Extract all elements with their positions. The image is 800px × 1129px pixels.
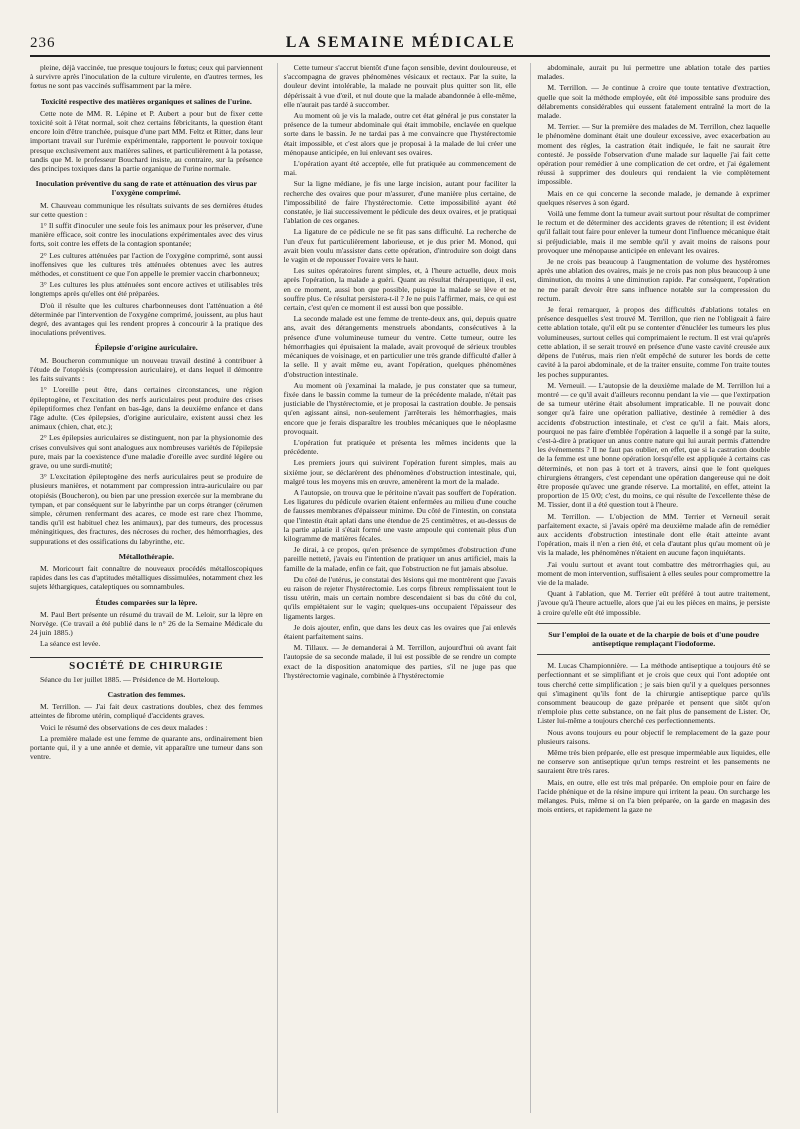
paragraph: M. Terrillon. — L'objection de MM. Terrier et Verneuil serait parfaitement exacte, si j'avais opéré ma deuxième malade afin de remédier aux accidents d'obstruction intestinale dont elle était atteinte avant l'opération, mais il n'en a rien été, et cela d'autant plus qu'au moment où je vis la malade, les phénomènes n'étaient en aucune façon inquiétants. — [537, 511, 771, 558]
paragraph: 3° L'excitation épileptogène des nerfs auriculaires peut se produire de plusieurs manières, et notamment par compression intra-auriculaire ou par otopiésis (Boucheron), ou bien par une pression exercée sur la membrane du tympan, et par conséquent sur le labyrinthe par un corps étranger (cérumen simple, cérumen renfermant des acares, ce mode est rare chez l'homme, tandis qu'il est habituel chez les animaux), par des tumeurs, des processus méningitiques, des fractures, des nécroses du rocher, des hémorrhagies, des suppurations et des ossifications du labyrinthe, etc. — [30, 472, 263, 546]
section-heading: Études comparées sur la lèpre. — [95, 597, 198, 607]
paragraph: La première malade est une femme de quarante ans, ordinairement bien portante qui, il y a une année et demie, vit apparaître une tumeur dans son ventre. — [30, 733, 263, 762]
paragraph: D'où il résulte que les cultures charbonneuses dont l'atténuation a été déterminée par l'intervention de l'oxygène comprimé, jouissent, au plus haut degré, des avantages qui les rendent propres à concourir à la pratique des inoculations préventives. — [30, 300, 263, 338]
paragraph: 1° Il suffit d'inoculer une seule fois les animaux pour les préserver, d'une manière efficace, soit contre les inoculations expérimentales avec des virus forts, soit contre les effets de la contagion spontanée; — [30, 221, 263, 249]
column-3 — [530, 63, 770, 1113]
paragraph: M. Terrillon. — Je continue à croire que toute tentative d'extraction, quelle que soit la méthode employée, eût été impossible sans produire des délabrements considérables qui eussent fatalement entraîné la mort de la malade. — [537, 83, 771, 121]
paragraph: Mais en ce qui concerne la seconde malade, je demande à exprimer quelques réserves à son égard. — [537, 188, 771, 207]
paragraph: Je ne crois pas beaucoup à l'augmentation de volume des hystéromes après une ablation des ovaires, mais je ne crois pas non plus beaucoup à une diminution, du moins à une diminution rapide. Par conséquent, l'opération ne me paraît devoir être sans influence notable sur la compression du rectum. — [537, 257, 771, 303]
paragraph: Même très bien préparée, elle est presque imperméable aux liquides, elle ne conserve son antiseptique qu'un temps restreint et les pansements ne sauraient être très rares. — [537, 748, 771, 776]
paragraph: pleine, déjà vaccinée, tue presque toujours le fœtus; ceux qui parviennent à survivre après l'inoculation de la culture virulente, en d'autres termes, les fœtus ne sont pas vaccinés suffisamment par la mère. — [30, 63, 263, 91]
paragraph: Les suites opératoires furent simples, et, à l'heure actuelle, deux mois après l'opération, la malade a guéri. Quant au résultat thérapeutique, il est, en ce moment, aussi bon que possible, puisque la malade se lève et ne souffre plus. Ce résultat persistera-t-il ? Je ne puis l'affirmer, mais, ce qui est certain, c'est qu'en ce moment il est aussi bon que possible. — [283, 266, 517, 313]
page-number: 236 — [30, 35, 56, 51]
paragraph: Je dirai, à ce propos, qu'en présence de symptômes d'obstruction d'une pareille netteté, j'avais eu l'intention de pratiquer un anus artificiel, mais la famille de la malade, enfin ce fait, que l'obstruction ne fut jamais absolue. — [283, 545, 517, 573]
journal-title: LA SEMAINE MÉDICALE — [285, 34, 516, 51]
section-heading: Épilepsie d'origine auriculaire. — [94, 343, 198, 353]
paragraph: Sur la ligne médiane, je fis une large incision, autant pour faciliter la recherche des ovaires que pour m'assurer, d'une manière plus certaine, de l'impossibilité de faire l'hystérectomie. Cette impossibilité ayant été constatée, je liai successivement le pédicule des deux ovaires, et je pratiquai l'ablation de ces organes. — [283, 179, 517, 226]
paragraph: 2° Les cultures atténuées par l'action de l'oxygène comprimé, sont aussi inoffensives que les cultures très atténuées obtenues avec les autres méthodes, et constituent ce que l'on appelle le premier vaccin charbonneux; — [30, 250, 263, 279]
column-1 — [30, 63, 263, 1113]
paragraph: L'opération fut pratiquée et présenta les mêmes incidents que la précédente. — [283, 437, 517, 457]
paragraph: Mais, en outre, elle est très mal préparée. On emploie pour en faire de l'acide phénique et de la résine impure qui irritent la peau. On surcharge les mélanges. Puis, même si on l'a bien préparée, on la garde en magasin des mois entiers, et rapidement la gaze ne — [537, 777, 771, 815]
paragraph: A l'autopsie, on trouva que le péritoine n'avait pas souffert de l'opération. Les ligatures du pédicule ovarien étaient enfermées au milieu d'une couche de fausses membranes d'épaisseur minime. Du côté de l'intestin, on constata que l'intestin était aplati dans une étendue de 25 centimètres, et au-dessus de la partie aplatie il s'était formé une vaste ampoule qui contenait plus d'un kilogramme de matières fécales. — [283, 487, 517, 543]
paragraph: Voilà une femme dont la tumeur avait surtout pour résultat de comprimer le rectum et de déterminer des accidents graves de rétention; il est évident qu'il fallait tout faire pour enlever la tumeur dont l'influence mécanique était si préjudiciable, mais il me semble qu'il y avait moins de raisons pour provoquer une ménopause anticipée en enlevant les ovaires. — [537, 209, 771, 255]
paragraph: M. Terrillon. — J'ai fait deux castrations doubles, chez des femmes atteintes de fibrome utérin, compliqué d'accidents graves. — [30, 702, 263, 721]
paragraph: Voici le résumé des observations de ces deux malades : — [40, 722, 208, 732]
paragraph: M. Verneuil. — L'autopsie de la deuxième malade de M. Terrillon lui a montré — ce qu'il avait d'ailleurs reconnu pendant la vie — que l'extirpation de sa tumeur utérine était absolument impraticable. Il ne pouvait donc songer qu'à faire une opération palliative, destinée à remédier à des accidents d'obstruction intestinale, et c'est ce qu'il a fait. Mais alors, pourquoi ne pas faire d'emblée l'opération à laquelle il a songé par la suite, c'est-à-dire à pratiquer un anus contre nature qui lui aurait permis d'attendre les événements ? Il ne faut pas oublier, en effet, que si la castration double de la femme est une bonne opération lorsqu'elle est appliquée à certains cas déterminés, et non pas à tort et à travers, ainsi que le font quelques chirurgiens étrangers, c'est cependant une opération dangereuse qui ne doit être proposée qu'avec une grande réserve. La mortalité, en effet, atteint la proportion de 15 0/0; c'est, du moins, ce qui résulte de l'excellente thèse de M. Tissier, dont il a été question tout à l'heure. — [537, 380, 771, 510]
paragraph: M. Tillaux. — Je demanderai à M. Terrillon, aujourd'hui où avant fait l'autopsie de sa seconde malade, il lui est possible de se rendre un compte exact de la disposition anatomique des parties, s'il ne juge pas que l'hystérectomie vaginale, combinée à l'hystérectomie — [283, 643, 517, 680]
paragraph: La séance est levée. — [40, 639, 101, 649]
session-line: Séance du 1er juillet 1885. — Présidence de M. Horteloup. — [40, 674, 220, 684]
paragraph: M. Lucas Championnière. — La méthode antiseptique a toujours été se perfectionnant et se simplifiant et je crois que ceux qui l'ont adoptée ont tous cherché cette simplification ; je sais bien qu'il y a quelques personnes qui s'imaginent qu'ils font de la chirurgie antiseptique parce qu'ils consomment beaucoup de gaze préparée et pensent que sitôt qu'on n'emploie plus cette substance, on ne fait plus de pansement de Lister. Or, Lister lui-même a toujours cherché ces perfectionnements. — [537, 661, 771, 726]
society-heading: SOCIÉTÉ DE CHIRURGIE — [30, 657, 263, 671]
page-header — [30, 34, 770, 57]
paragraph: M. Moricourt fait connaître de nouveaux procédés métalloscopiques rapides dans les cas d'aptitudes métalliques dissimulées, notamment chez les sujets léthargiques, cataleptiques ou somnambules. — [30, 563, 263, 592]
paragraph: Cette note de MM. R. Lépine et P. Aubert a pour but de fixer cette toxicité soit à l'état normal, soit chez certains fébricitants, la question étant encore loin d'être tranchée, puisque d'une part MM. Feltz et Ritter, dans leur important travail sur l'urémie expérimentale, rapportent le pouvoir toxique presque exclusivement aux matières salines, et particulièrement à la potasse, tandis que M. le professeur Bouchard insiste, au contraire, sur la présence des principes toxiques dans la partie organique de l'urine normale. — [30, 108, 263, 174]
paragraph: Au moment où je vis la malade, outre cet état général je pus constater la présence de la tumeur abdominale qui était immobile, enclavée en quelque sorte dans le bassin. Je ne tardai pas à me convaincre que l'hystérectomie était impossible, et c'est alors que je proposai à la malade de lui créer une ménopause anticipée, en lui enlevant ses ovaires. — [283, 111, 517, 157]
paragraph: La ligature de ce pédicule ne se fit pas sans difficulté. La recherche de l'un d'eux fut particulièrement laborieuse, et je dus prier M. Monod, qui avait bien voulu m'assister dans cette opération, d'introduire son doigt dans le vagin et de repousser l'ovaire vers le haut. — [283, 227, 517, 265]
paragraph: 1° L'oreille peut être, dans certaines circonstances, une région épileptogène, et l'excitation des nerfs auriculaires peut produire des crises épileptiformes chez l'enfant en bas-âge, dans la deuxième enfance et dans l'âge adulte. (Ces épilepsies, d'origine auriculaire, existent aussi chez les animaux (chien, chat, etc.); — [30, 385, 263, 432]
paragraph: La seconde malade est une femme de trente-deux ans, qui, depuis quatre ans, avait des dérangements menstruels abondants, consécutives à la présence d'une volumineuse tumeur du ventre. Cette tumeur, outre les hémorrhagies qui épuisaient la malade, avait provoqué de sérieux troubles mécaniques de voisinage, et en particulier une très grande difficulté d'aller à la selle. Il y avait même eu, avant l'opération, quelques phénomènes d'obstruction intestinale. — [283, 314, 517, 379]
section-heading: Métallothérapie. — [118, 551, 174, 561]
paragraph: M. Boucheron communique un nouveau travail destiné à contribuer à l'étude de l'otopiésis (compression auriculaire), et dans lequel il démontre les faits suivants : — [30, 355, 263, 384]
paragraph: M. Terrier. — Sur la première des malades de M. Terrillon, chez laquelle le phénomène dominant était une douleur excessive, avec exacerbation au moment des règles, la castration était indiquée, le fait ne saurait être contesté. Je possède l'observation d'une malade sur laquelle j'ai fait cette opération pour remédier à une complication de cet ordre, et j'ai également réussi à supprimer des douleurs qui rendaient la vie complètement impossible. — [537, 122, 771, 187]
section-heading: Inoculation préventive du sang de rate et atténuation des virus par l'oxygène comprimé. — [35, 179, 258, 198]
paragraph: Les premiers jours qui suivirent l'opération furent simples, mais au sixième jour, se déclarèrent des phénomènes d'obstruction intestinale, qui, malgré tous les moyens mis en œuvre, amenèrent la mort de la malade. — [283, 458, 517, 486]
paragraph: Cette tumeur s'accrut bientôt d'une façon sensible, devint douloureuse, et s'accompagna de graves phénomènes vésicaux et rectaux. Par la suite, la douleur devint intolérable, la malade ne pouvait plus quitter son lit, elle dépérissait à vue d'œil, et nul doute que la malade abandonnée à elle-même, elle n'aurait pas tardé à succomber. — [283, 63, 517, 109]
divider — [537, 654, 770, 655]
paragraph: Du côté de l'utérus, je constatai des lésions qui me montrèrent que j'avais eu raison de rejeter l'hystérectomie. Les corps fibreux remplissaient tout le tissu utérin, mais un certain nombre descendaient si bas du côté du col, qu'ils empiétaient sur le vagin; quelques-uns occupaient l'épaisseur des ligaments larges. — [283, 574, 517, 621]
column-2 — [277, 63, 517, 1113]
paragraph: M. Chauveau communique les résultats suivants de ses dernières études sur cette question : — [30, 200, 263, 219]
paragraph: M. Paul Bert présente un résumé du travail de M. Leloir, sur la lèpre en Norvège. (Ce travail a été publié dans le n° 26 de la Semaine Médicale du 24 juin 1885.) — [30, 609, 263, 638]
paragraph: Quant à l'ablation, que M. Terrier eût préféré à tout autre traitement, j'avoue qu'à l'heure actuelle, alors que j'ai eu les pièces en mains, je persiste à croire qu'elle eût été impossible. — [537, 589, 771, 617]
paragraph: Nous avons toujours eu pour objectif le remplacement de la gaze pour plusieurs raisons. — [537, 727, 771, 746]
paragraph: abdominale, aurait pu lui permettre une ablation totale des parties malades. — [537, 63, 771, 82]
paragraph: 3° Les cultures les plus atténuées sont encore actives et utilisables très longtemps après qu'elles ont été préparées. — [30, 280, 263, 299]
divider — [537, 623, 770, 624]
paragraph: J'ai voulu surtout et avant tout combattre des métrorrhagies qui, au moment de mon intervention, suffisaient à elles seules pour compromettre la vie de la malade. — [537, 559, 771, 587]
paragraph: Je dois ajouter, enfin, que dans les deux cas les ovaires que j'ai enlevés étaient parfaitement sains. — [283, 622, 517, 641]
section-heading: Toxicité respective des matières organiques et salines de l'urine. — [40, 96, 252, 106]
paragraph: Au moment où j'examinai la malade, je pus constater que sa tumeur, fixée dans le bassin comme la tumeur de la précédente malade, n'était pas justiciable de l'hystérectomie, et je proposai la castration double. Je pensais qu'en agissant ainsi, non-seulement j'arrêterais les hémorrhagies, mais encore que je ferais disparaître les troubles mécaniques que le néoplasme provoquait. — [283, 380, 517, 436]
section-heading: Sur l'emploi de la ouate et de la charpie de bois et d'une poudre antiseptique remplaçant l'iodoforme. — [548, 629, 760, 648]
section-heading: Castration des femmes. — [107, 689, 186, 699]
paragraph: 2° Les épilepsies auriculaires se distinguent, non par la physionomie des crises convulsives qui sont analogues aux nombreuses variétés de l'épilepsie pure, mais par la coexistence d'une maladie d'oreille avec surdité légère ou grave, ou une surdi-mutité; — [30, 433, 263, 470]
paragraph: Je ferai remarquer, à propos des difficultés d'ablations totales en présence desquelles s'est trouvé M. Terrillon, que rien ne l'obligeait à faire cette ablation totale, qu'il eût pu se contenter d'énucléer les tumeurs les plus volumineuses, surtout celles qui comprimaient le rectum. Il est vrai qu'après cette ablation, il se serait trouvé en présence d'une vaste cavité creusée aux dépens de l'utérus, mais rien n'eût empêché de suturer les bords de cette cavité à la paroi abdominale, et de la traiter ensuite, comme l'on traite toutes les poches suppurantes. — [537, 305, 771, 379]
paragraph: L'opération ayant été acceptée, elle fut pratiquée au commencement de mai. — [283, 159, 517, 178]
